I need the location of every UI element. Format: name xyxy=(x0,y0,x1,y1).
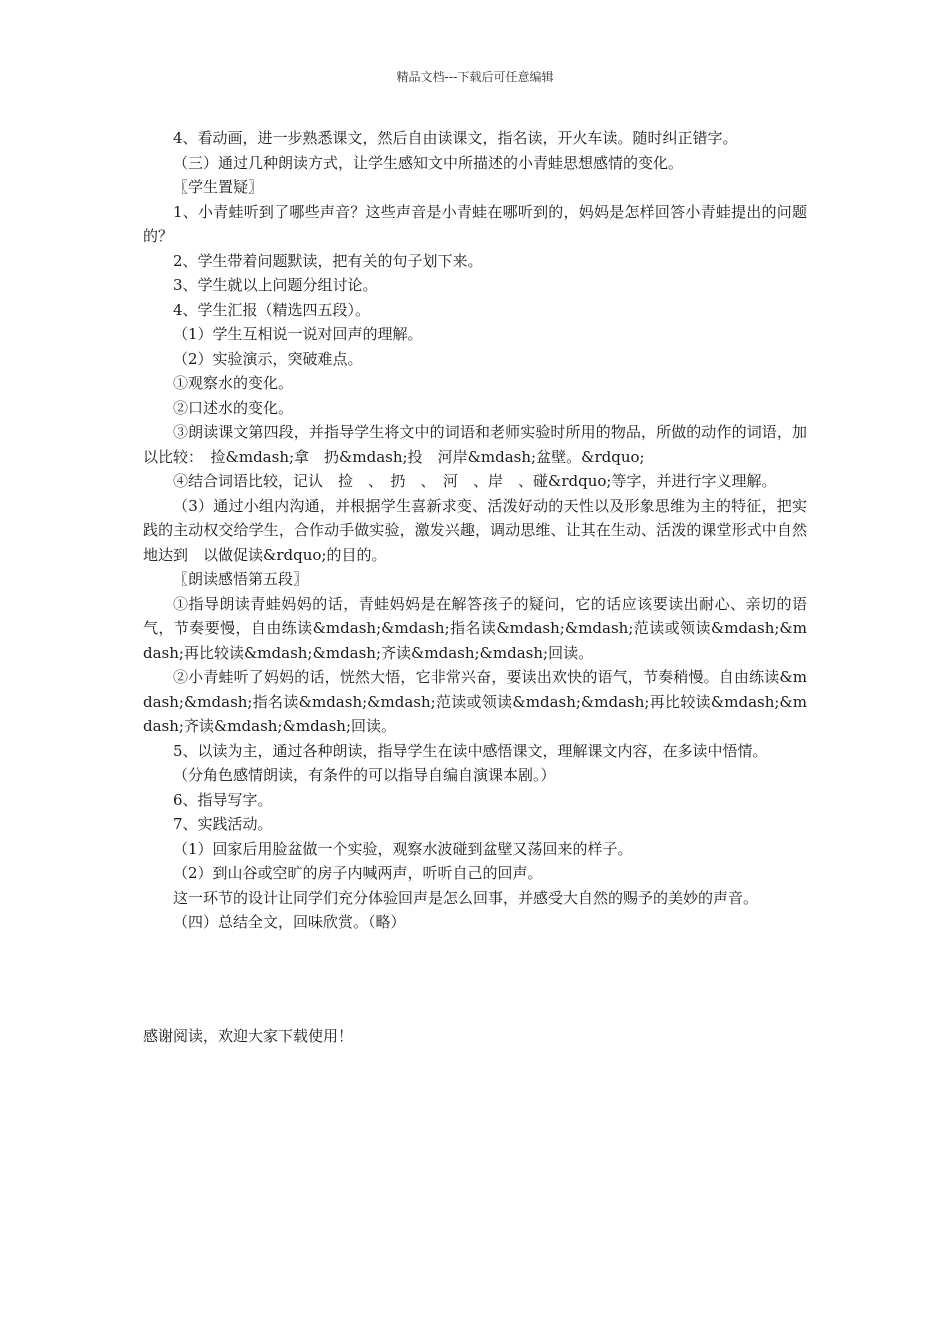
paragraph: 3、学生就以上问题分组讨论。 xyxy=(173,276,378,294)
paragraph: 4、学生汇报（精选四五段）。 xyxy=(173,300,371,319)
paragraph: ②口述水的变化。 xyxy=(173,398,294,417)
paragraph: ①指导朗读青蛙妈妈的话，青蛙妈妈是在解答孩子的疑问，它的话应该要读出耐心、亲切的语气，节奏要慢，自由练读&mdash;&mdash;指名读&mdash;&mdash;范读或领读&mdash;&mdash;再比较读&mdash;&mdash;齐读&mdash;&mdash;回读。 xyxy=(143,594,807,662)
paragraph: （1）学生互相说一说对回声的理解。 xyxy=(173,325,423,343)
paragraph: 2、学生带着问题默读，把有关的句子划下来。 xyxy=(173,251,483,270)
paragraph: ③朗读课文第四段，并指导学生将文中的词语和老师实验时所用的物品，所做的动作的词语，加以比较： 捡&mdash;拿 扔&mdash;投 河岸&mdash;盆壁。&rdquo; xyxy=(143,423,807,466)
paragraph: ④结合词语比较，记认 捡 、 扔 、 河 、岸 、碰&rdquo;等字，并进行字义理解。 xyxy=(173,472,777,490)
page-header: 精品文档---下载后可任意编辑 xyxy=(396,70,554,84)
paragraph: （2）到山谷或空旷的房子内喊两声，听听自己的回声。 xyxy=(173,864,543,882)
paragraph: （三）通过几种朗读方式，让学生感知文中所描述的小青蛙思想感情的变化。 xyxy=(173,153,684,172)
document-body xyxy=(143,126,807,935)
paragraph: 4、看动画，进一步熟悉课文，然后自由读课文，指名读，开火车读。随时纠正错字。 xyxy=(173,129,738,147)
paragraph: 7、实践活动。 xyxy=(173,815,273,833)
paragraph: ①观察水的变化。 xyxy=(173,374,294,392)
section-heading: 〖朗读感悟第五段〗 xyxy=(173,570,309,588)
paragraph: （3）通过小组内沟通，并根据学生喜新求变、活泼好动的天性以及形象思维为主的特征，把实践的主动权交给学生，合作动手做实验，激发兴趣，调动思维、让其在生动、活泼的课堂形式中自然地达到 以做促读&rdquo;的目的。 xyxy=(143,496,807,564)
paragraph: （四）总结全文，回味欣赏。（略） xyxy=(173,913,406,931)
paragraph: 5、以读为主，通过各种朗读，指导学生在读中感悟课文，理解课文内容，在多读中悟情。 xyxy=(173,741,768,760)
section-heading: 〖学生置疑〗 xyxy=(173,178,264,196)
paragraph: 这一环节的设计让同学们充分体验回声是怎么回事，并感受大自然的赐予的美妙的声音。 xyxy=(173,888,759,907)
paragraph: 6、指导写字。 xyxy=(173,790,273,809)
paragraph: （分角色感情朗读，有条件的可以指导自编自演课本剧。） xyxy=(173,766,556,784)
page-footer: 感谢阅读，欢迎大家下载使用！ xyxy=(143,1027,354,1045)
paragraph: （1）回家后用脸盆做一个实验，观察水波碰到盆壁又荡回来的样子。 xyxy=(173,839,633,858)
paragraph: 1、小青蛙听到了哪些声音？这些声音是小青蛙在哪听到的，妈妈是怎样回答小青蛙提出的问题的？ xyxy=(143,202,807,245)
paragraph: ②小青蛙听了妈妈的话，恍然大悟，它非常兴奋，要读出欢快的语气，节奏稍慢。自由练读&mdash;&mdash;指名读&mdash;&mdash;范读或领读&mdash;&mdash;再比较读&mdash;&mdash;齐读&mdash;&mdash;回读。 xyxy=(143,668,807,735)
paragraph: （2）实验演示，突破难点。 xyxy=(173,349,363,368)
